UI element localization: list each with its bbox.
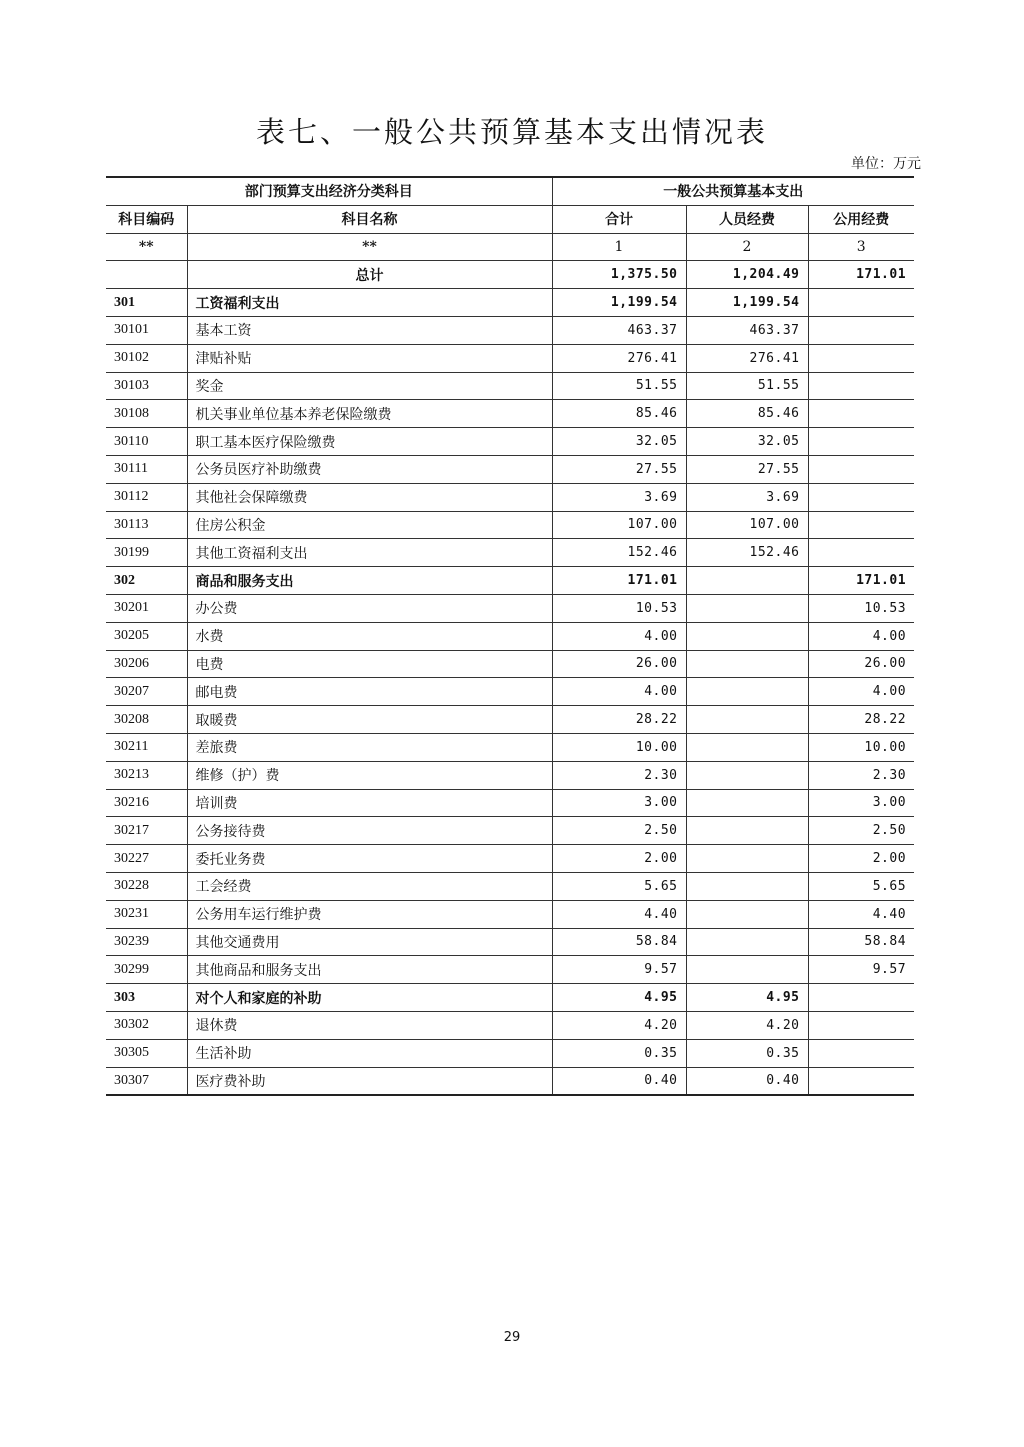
row-personnel	[686, 678, 808, 706]
row-public: 4.00	[808, 678, 914, 706]
row-name: 其他社会保障缴费	[187, 483, 552, 511]
row-public	[808, 344, 914, 372]
row-total: 3.69	[552, 483, 686, 511]
row-name: 基本工资	[187, 316, 552, 344]
row-personnel	[686, 567, 808, 595]
row-personnel	[686, 650, 808, 678]
row-code: 30216	[106, 789, 187, 817]
table-row	[106, 706, 914, 734]
row-public	[808, 539, 914, 567]
table-row	[106, 344, 914, 372]
row-public: 171.01	[808, 567, 914, 595]
row-public	[808, 400, 914, 428]
row-code: 30103	[106, 372, 187, 400]
row-personnel: 85.46	[686, 400, 808, 428]
table-row	[106, 845, 914, 873]
row-code: 30207	[106, 678, 187, 706]
header-group-row	[106, 177, 914, 205]
table-row	[106, 956, 914, 984]
row-code: 30302	[106, 1011, 187, 1039]
budget-table	[106, 176, 914, 1096]
row-code: 30102	[106, 344, 187, 372]
row-total: 4.20	[552, 1011, 686, 1039]
row-code: 30239	[106, 928, 187, 956]
row-code: 30101	[106, 316, 187, 344]
row-name: 培训费	[187, 789, 552, 817]
row-public: 2.00	[808, 845, 914, 873]
category-row	[106, 289, 914, 317]
row-public	[808, 511, 914, 539]
row-total: 2.00	[552, 845, 686, 873]
header-public: 公用经费	[808, 205, 914, 233]
row-public: 4.00	[808, 622, 914, 650]
row-name: 商品和服务支出	[187, 567, 552, 595]
table-row	[106, 928, 914, 956]
table-row	[106, 1039, 914, 1067]
row-name: 其他商品和服务支出	[187, 956, 552, 984]
row-personnel: 27.55	[686, 455, 808, 483]
row-personnel: 107.00	[686, 511, 808, 539]
row-total: 26.00	[552, 650, 686, 678]
total-personnel: 1,204.49	[686, 261, 808, 289]
row-personnel	[686, 817, 808, 845]
header-index-row	[106, 233, 914, 261]
row-personnel: 463.37	[686, 316, 808, 344]
index-total: 1	[552, 233, 686, 261]
row-code: 30111	[106, 455, 187, 483]
page-number: 29	[503, 1330, 521, 1345]
table-row	[106, 817, 914, 845]
total-code	[106, 261, 187, 289]
table-row	[106, 511, 914, 539]
row-name: 退休费	[187, 1011, 552, 1039]
row-public: 2.50	[808, 817, 914, 845]
row-total: 4.00	[552, 678, 686, 706]
table-row	[106, 400, 914, 428]
row-total: 152.46	[552, 539, 686, 567]
row-personnel	[686, 761, 808, 789]
row-personnel	[686, 594, 808, 622]
index-personnel: 2	[686, 233, 808, 261]
row-name: 其他交通费用	[187, 928, 552, 956]
row-public	[808, 1011, 914, 1039]
table-row	[106, 789, 914, 817]
row-public: 5.65	[808, 872, 914, 900]
row-code: 30213	[106, 761, 187, 789]
total-row	[106, 261, 914, 289]
table-row	[106, 678, 914, 706]
row-personnel	[686, 928, 808, 956]
row-name: 公务接待费	[187, 817, 552, 845]
row-name: 津贴补贴	[187, 344, 552, 372]
row-public: 26.00	[808, 650, 914, 678]
row-public	[808, 455, 914, 483]
category-row	[106, 567, 914, 595]
header-name: 科目名称	[187, 205, 552, 233]
row-code: 30211	[106, 733, 187, 761]
row-public	[808, 372, 914, 400]
table-row	[106, 1011, 914, 1039]
row-code: 30113	[106, 511, 187, 539]
row-total: 0.35	[552, 1039, 686, 1067]
table-row	[106, 1067, 914, 1095]
row-personnel	[686, 956, 808, 984]
table-row	[106, 650, 914, 678]
row-personnel	[686, 900, 808, 928]
total-label: 总计	[187, 261, 552, 289]
row-public: 9.57	[808, 956, 914, 984]
table-row	[106, 539, 914, 567]
row-total: 51.55	[552, 372, 686, 400]
header-group-right: 一般公共预算基本支出	[552, 177, 914, 205]
row-total: 276.41	[552, 344, 686, 372]
total-public: 171.01	[808, 261, 914, 289]
row-total: 2.50	[552, 817, 686, 845]
row-name: 委托业务费	[187, 845, 552, 873]
row-public: 10.53	[808, 594, 914, 622]
row-name: 其他工资福利支出	[187, 539, 552, 567]
row-code: 30201	[106, 594, 187, 622]
row-code: 30199	[106, 539, 187, 567]
row-total: 2.30	[552, 761, 686, 789]
row-total: 1,199.54	[552, 289, 686, 317]
row-public	[808, 1039, 914, 1067]
index-code: **	[106, 233, 187, 261]
row-name: 工会经费	[187, 872, 552, 900]
row-name: 公务用车运行维护费	[187, 900, 552, 928]
row-public: 4.40	[808, 900, 914, 928]
row-total: 27.55	[552, 455, 686, 483]
row-total: 463.37	[552, 316, 686, 344]
row-code: 30231	[106, 900, 187, 928]
row-personnel: 3.69	[686, 483, 808, 511]
row-personnel: 4.95	[686, 984, 808, 1012]
row-public	[808, 316, 914, 344]
row-code: 30227	[106, 845, 187, 873]
row-code: 30228	[106, 872, 187, 900]
table-row	[106, 622, 914, 650]
row-total: 10.00	[552, 733, 686, 761]
row-code: 302	[106, 567, 187, 595]
row-total: 32.05	[552, 428, 686, 456]
row-personnel	[686, 622, 808, 650]
row-code: 303	[106, 984, 187, 1012]
row-name: 办公费	[187, 594, 552, 622]
row-code: 301	[106, 289, 187, 317]
row-total: 107.00	[552, 511, 686, 539]
table-row	[106, 316, 914, 344]
row-code: 30205	[106, 622, 187, 650]
row-total: 28.22	[552, 706, 686, 734]
table-row	[106, 900, 914, 928]
row-name: 维修（护）费	[187, 761, 552, 789]
row-total: 10.53	[552, 594, 686, 622]
index-name: **	[187, 233, 552, 261]
row-code: 30305	[106, 1039, 187, 1067]
row-code: 30208	[106, 706, 187, 734]
row-name: 电费	[187, 650, 552, 678]
row-personnel: 276.41	[686, 344, 808, 372]
row-code: 30108	[106, 400, 187, 428]
table-row	[106, 733, 914, 761]
row-personnel: 0.40	[686, 1067, 808, 1095]
row-public	[808, 289, 914, 317]
row-name: 职工基本医疗保险缴费	[187, 428, 552, 456]
row-personnel	[686, 706, 808, 734]
row-total: 0.40	[552, 1067, 686, 1095]
row-total: 85.46	[552, 400, 686, 428]
row-public	[808, 1067, 914, 1095]
unit-label: 单位：万元	[851, 156, 921, 172]
header-group-left: 部门预算支出经济分类科目	[106, 177, 552, 205]
row-public: 3.00	[808, 789, 914, 817]
total-total: 1,375.50	[552, 261, 686, 289]
row-total: 171.01	[552, 567, 686, 595]
table-row	[106, 872, 914, 900]
row-total: 4.40	[552, 900, 686, 928]
row-name: 公务员医疗补助缴费	[187, 455, 552, 483]
table-row	[106, 594, 914, 622]
row-total: 9.57	[552, 956, 686, 984]
row-public	[808, 483, 914, 511]
table-row	[106, 483, 914, 511]
row-public: 2.30	[808, 761, 914, 789]
row-total: 4.00	[552, 622, 686, 650]
row-code: 30217	[106, 817, 187, 845]
row-name: 工资福利支出	[187, 289, 552, 317]
header-total: 合计	[552, 205, 686, 233]
row-public: 28.22	[808, 706, 914, 734]
table-row	[106, 372, 914, 400]
row-total: 4.95	[552, 984, 686, 1012]
row-personnel: 0.35	[686, 1039, 808, 1067]
row-name: 水费	[187, 622, 552, 650]
row-name: 奖金	[187, 372, 552, 400]
row-name: 机关事业单位基本养老保险缴费	[187, 400, 552, 428]
row-total: 3.00	[552, 789, 686, 817]
row-name: 住房公积金	[187, 511, 552, 539]
row-personnel	[686, 789, 808, 817]
row-name: 取暖费	[187, 706, 552, 734]
row-code: 30307	[106, 1067, 187, 1095]
index-public: 3	[808, 233, 914, 261]
row-personnel: 51.55	[686, 372, 808, 400]
row-public	[808, 984, 914, 1012]
table-row	[106, 428, 914, 456]
table-row	[106, 761, 914, 789]
row-code: 30206	[106, 650, 187, 678]
row-name: 对个人和家庭的补助	[187, 984, 552, 1012]
row-personnel: 32.05	[686, 428, 808, 456]
row-total: 58.84	[552, 928, 686, 956]
row-personnel	[686, 872, 808, 900]
row-public	[808, 428, 914, 456]
header-code: 科目编码	[106, 205, 187, 233]
row-total: 5.65	[552, 872, 686, 900]
row-name: 生活补助	[187, 1039, 552, 1067]
row-code: 30112	[106, 483, 187, 511]
row-name: 差旅费	[187, 733, 552, 761]
header-personnel: 人员经费	[686, 205, 808, 233]
row-personnel	[686, 845, 808, 873]
row-code: 30110	[106, 428, 187, 456]
row-name: 邮电费	[187, 678, 552, 706]
table-row	[106, 455, 914, 483]
page-title: 表七、一般公共预算基本支出情况表	[255, 115, 768, 149]
row-personnel: 152.46	[686, 539, 808, 567]
row-public: 58.84	[808, 928, 914, 956]
header-col-row	[106, 205, 914, 233]
row-personnel: 4.20	[686, 1011, 808, 1039]
row-personnel	[686, 733, 808, 761]
row-personnel: 1,199.54	[686, 289, 808, 317]
category-row	[106, 984, 914, 1012]
row-code: 30299	[106, 956, 187, 984]
row-name: 医疗费补助	[187, 1067, 552, 1095]
row-public: 10.00	[808, 733, 914, 761]
